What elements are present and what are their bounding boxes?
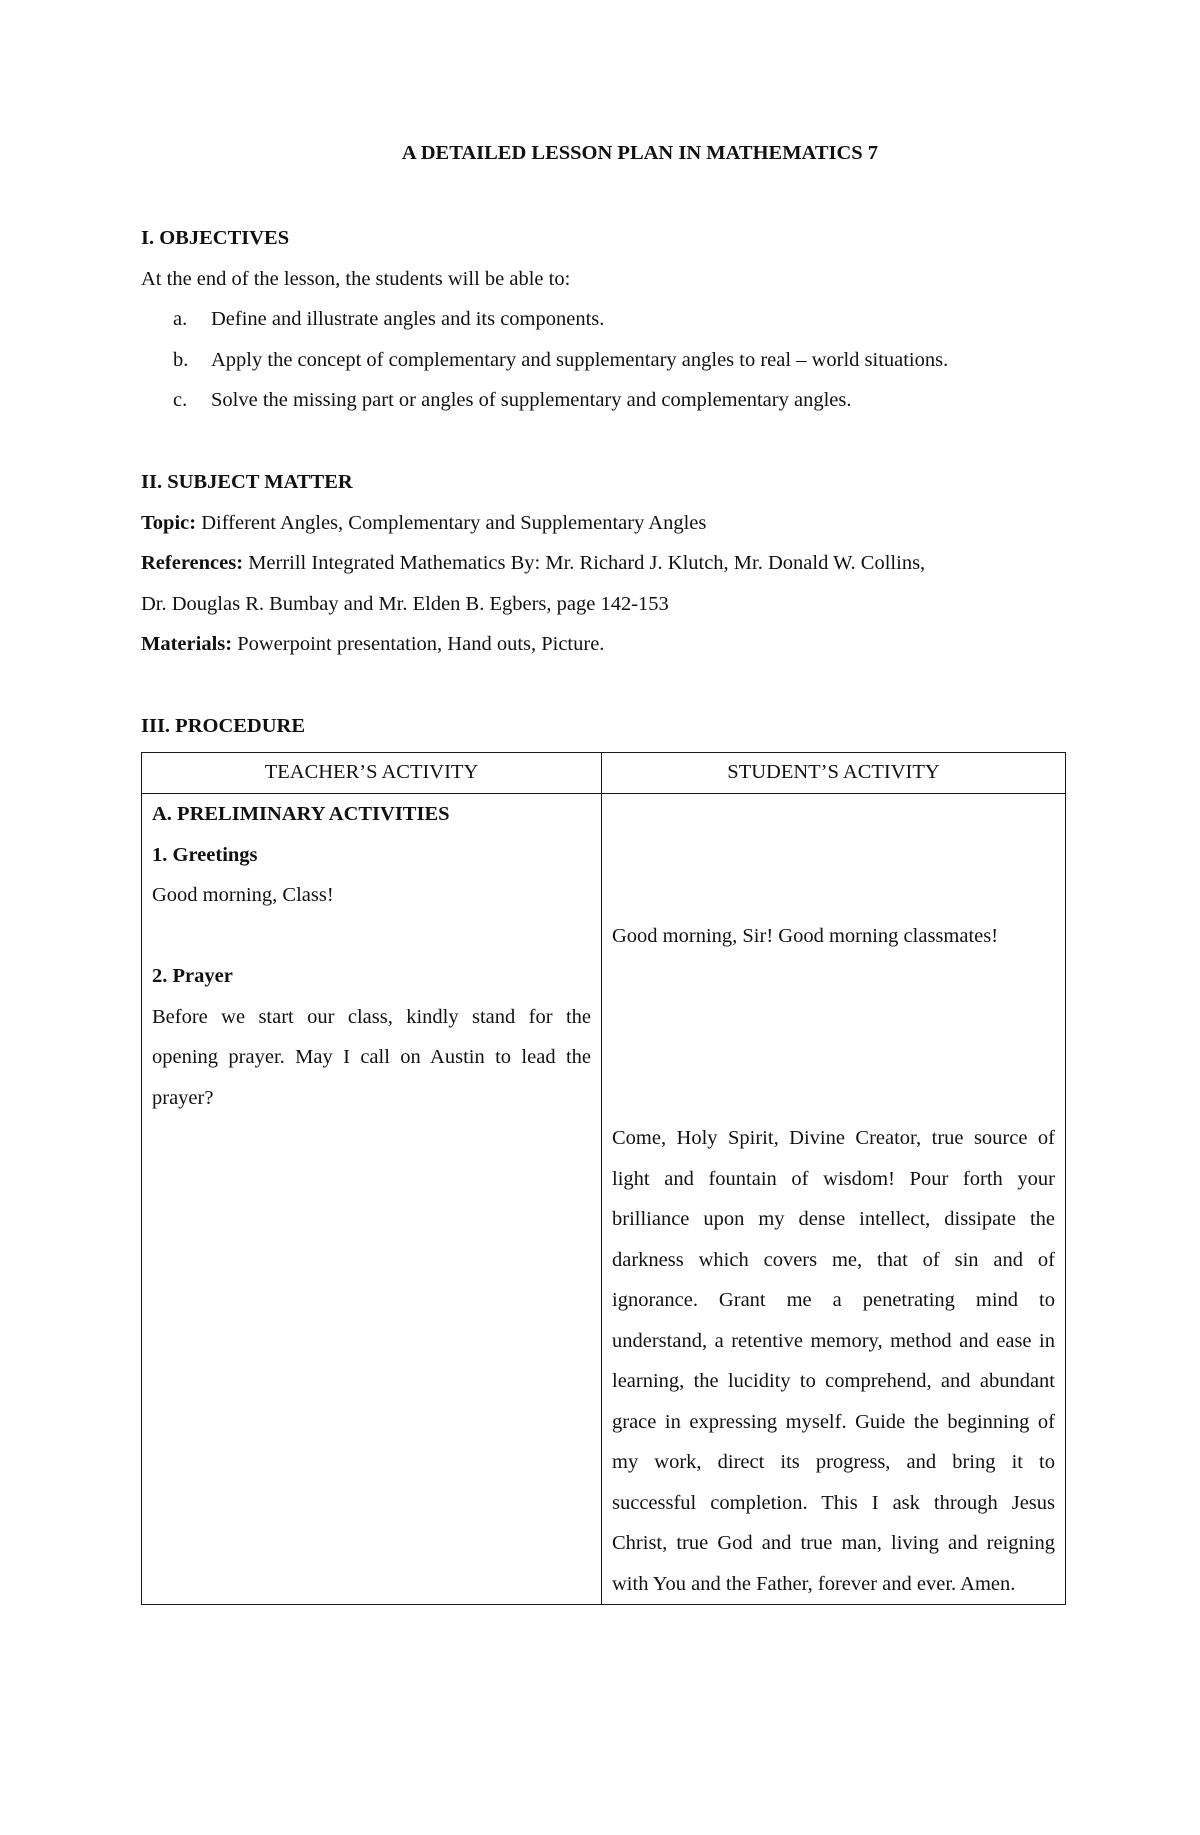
objective-marker: c. — [173, 389, 188, 411]
objective-marker: b. — [173, 348, 189, 371]
references-line — [141, 543, 1061, 584]
document-title: A DETAILED LESSON PLAN IN MATHEMATICS 7 — [401, 142, 879, 164]
topic-value: Different Angles, Complementary and Supplementary Angles — [196, 511, 707, 534]
objectives-heading: I. OBJECTIVES — [141, 227, 290, 249]
preliminary-activities-heading: A. PRELIMINARY ACTIVITIES — [152, 803, 450, 825]
student-prayer: Come, Holy Spirit, Divine Creator, true source of light and fountain of wisdom! Pour forth your brilliance upon my dense intellect, dissipate the darkness which covers me, that of sin and of ignorance. Grant me a penetrating mind to understand, a retentive memory, method and ease in learning, the lucidity to comprehend, and abundant grace in expressing myself. Guide the beginning of my work, direct its progress, and bring it to successful completion. This I ask through Jesus Christ, true God and true man, living and reigning with You and the Father, forever and ever. Amen. — [612, 1127, 1055, 1595]
subject-matter-section — [141, 462, 1061, 665]
objective-text: Apply the concept of complementary and supplementary angles to real – world situations. — [211, 348, 949, 371]
spacer — [612, 794, 1055, 835]
objective-item — [141, 299, 1061, 340]
references-value: Merrill Integrated Mathematics By: Mr. Richard J. Klutch, Mr. Donald W. Collins, — [243, 552, 926, 574]
table-header-row — [142, 753, 1066, 794]
references-line-2: Dr. Douglas R. Bumbay and Mr. Elden B. Egbers, page 142-153 — [141, 592, 669, 615]
teacher-prayer-instruction: Before we start our class, kindly stand for the opening prayer. May I call on Austin to lead the prayer? — [152, 1005, 591, 1109]
procedure-section — [141, 706, 1061, 747]
topic-line — [141, 503, 1061, 544]
student-activity-cell — [602, 794, 1066, 1605]
student-activity-header: STUDENT’S ACTIVITY — [602, 753, 1066, 794]
spacer — [612, 997, 1055, 1038]
materials-line — [141, 624, 1061, 665]
prayer-heading: 2. Prayer — [152, 965, 233, 987]
objectives-intro: At the end of the lesson, the students will be able to: — [141, 267, 571, 290]
objective-marker: a. — [173, 308, 188, 330]
objectives-list — [141, 299, 1061, 421]
spacer — [612, 875, 1055, 916]
objective-item — [141, 340, 1061, 381]
teacher-greeting: Good morning, Class! — [152, 884, 334, 906]
teacher-activity-cell — [142, 794, 602, 1605]
objectives-section — [141, 218, 1061, 421]
topic-label: Topic: — [141, 511, 197, 534]
materials-value: Powerpoint presentation, Hand outs, Picture. — [232, 633, 605, 655]
procedure-table — [141, 752, 1066, 1605]
objective-item — [141, 380, 1061, 421]
spacer — [612, 1037, 1055, 1078]
subject-matter-heading: II. SUBJECT MATTER — [141, 471, 353, 493]
materials-label: Materials: — [141, 633, 233, 655]
greetings-heading: 1. Greetings — [152, 843, 258, 866]
spacer — [612, 1078, 1055, 1119]
student-greeting-reply: Good morning, Sir! Good morning classmates! — [612, 924, 999, 947]
procedure-heading: III. PROCEDURE — [141, 715, 306, 737]
objective-text: Define and illustrate angles and its components. — [211, 308, 605, 330]
references-label: References: — [141, 552, 244, 574]
spacer — [612, 956, 1055, 997]
spacer — [152, 916, 591, 957]
spacer — [612, 835, 1055, 876]
teacher-activity-header: TEACHER’S ACTIVITY — [142, 753, 602, 794]
objective-text: Solve the missing part or angles of supplementary and complementary angles. — [211, 389, 852, 411]
table-row — [142, 794, 1066, 1605]
